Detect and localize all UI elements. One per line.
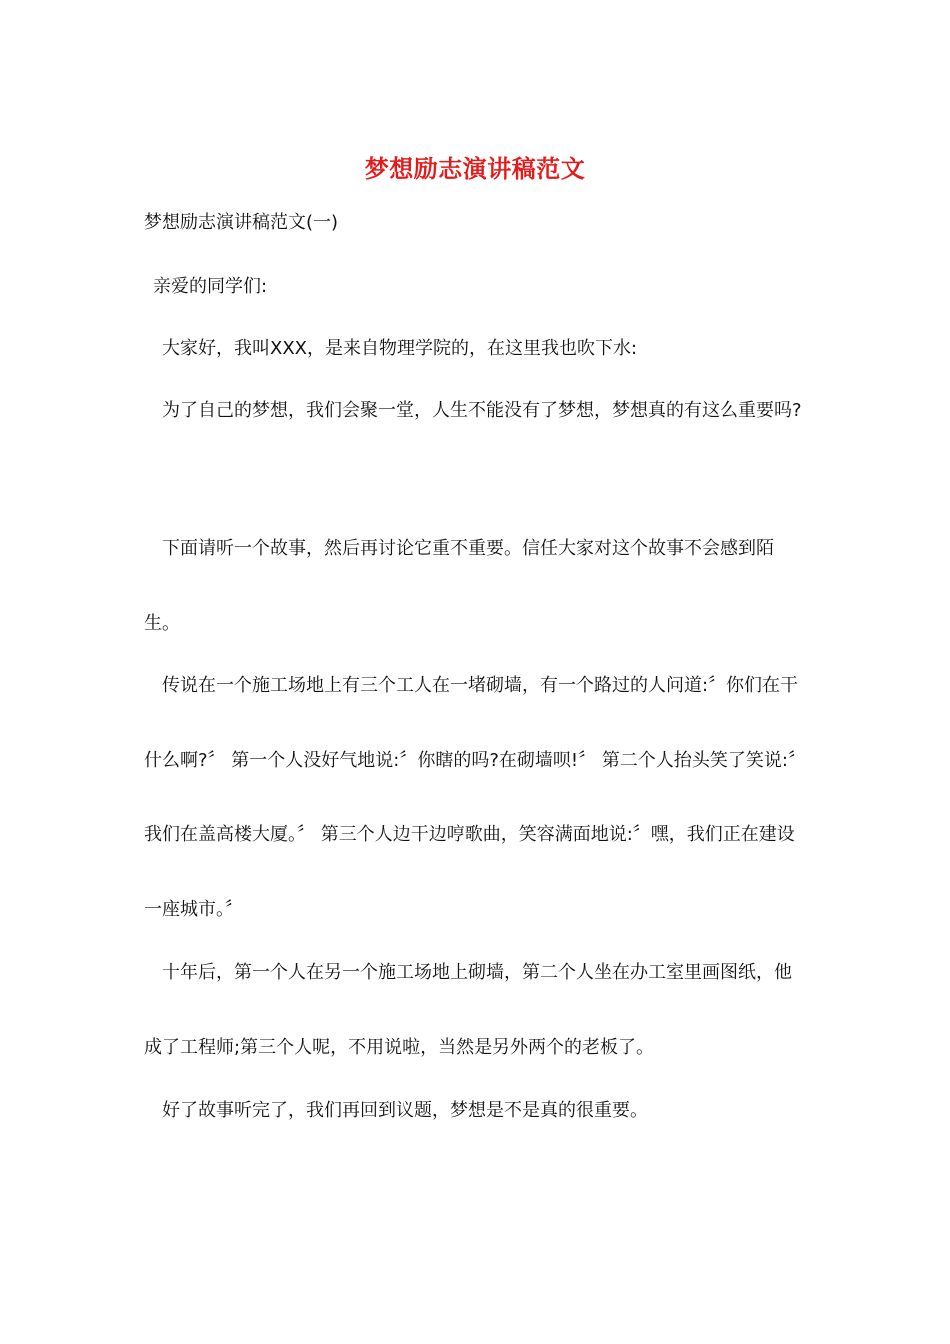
section-heading: 梦想励志演讲稿范文(一) <box>144 212 339 233</box>
paragraph-story: 传说在一个施工场地上有三个工人在一堵砌墙，有一个路过的人问道:〞你们在干什么啊?〞 第一个人没好气地说:〞你瞎的吗?在砌墙呗!〞 第二个人抬头笑了笑说:〞我们在盖高楼大厦。〞 第三个人边干边哼歌曲，笑容满面地说:〞嘿，我们正在建设一座城市。〞 <box>144 675 806 920</box>
paragraph-question: 为了自己的梦想，我们会聚一堂，人生不能没有了梦想，梦想真的有这么重要吗? <box>162 400 802 421</box>
paragraph-intro: 大家好，我叫XXX，是来自物理学院的，在这里我也吹下水: <box>162 338 638 359</box>
document-title: 梦想励志演讲稿范文 <box>364 154 586 183</box>
paragraph-ten-years-later: 十年后，第一个人在另一个施工场地上砌墙，第二个人坐在办工室里画图纸，他成了工程师;第三个人呢，不用说啦，当然是另外两个的老板了。 <box>144 962 792 1058</box>
salutation: 亲爱的同学们: <box>153 276 268 297</box>
paragraph-story-lead: 下面请听一个故事，然后再讨论它重不重要。信任大家对这个故事不会感到陌生。 <box>144 538 774 634</box>
paragraph-conclusion: 好了故事听完了，我们再回到议题，梦想是不是真的很重要。 <box>162 1100 648 1121</box>
